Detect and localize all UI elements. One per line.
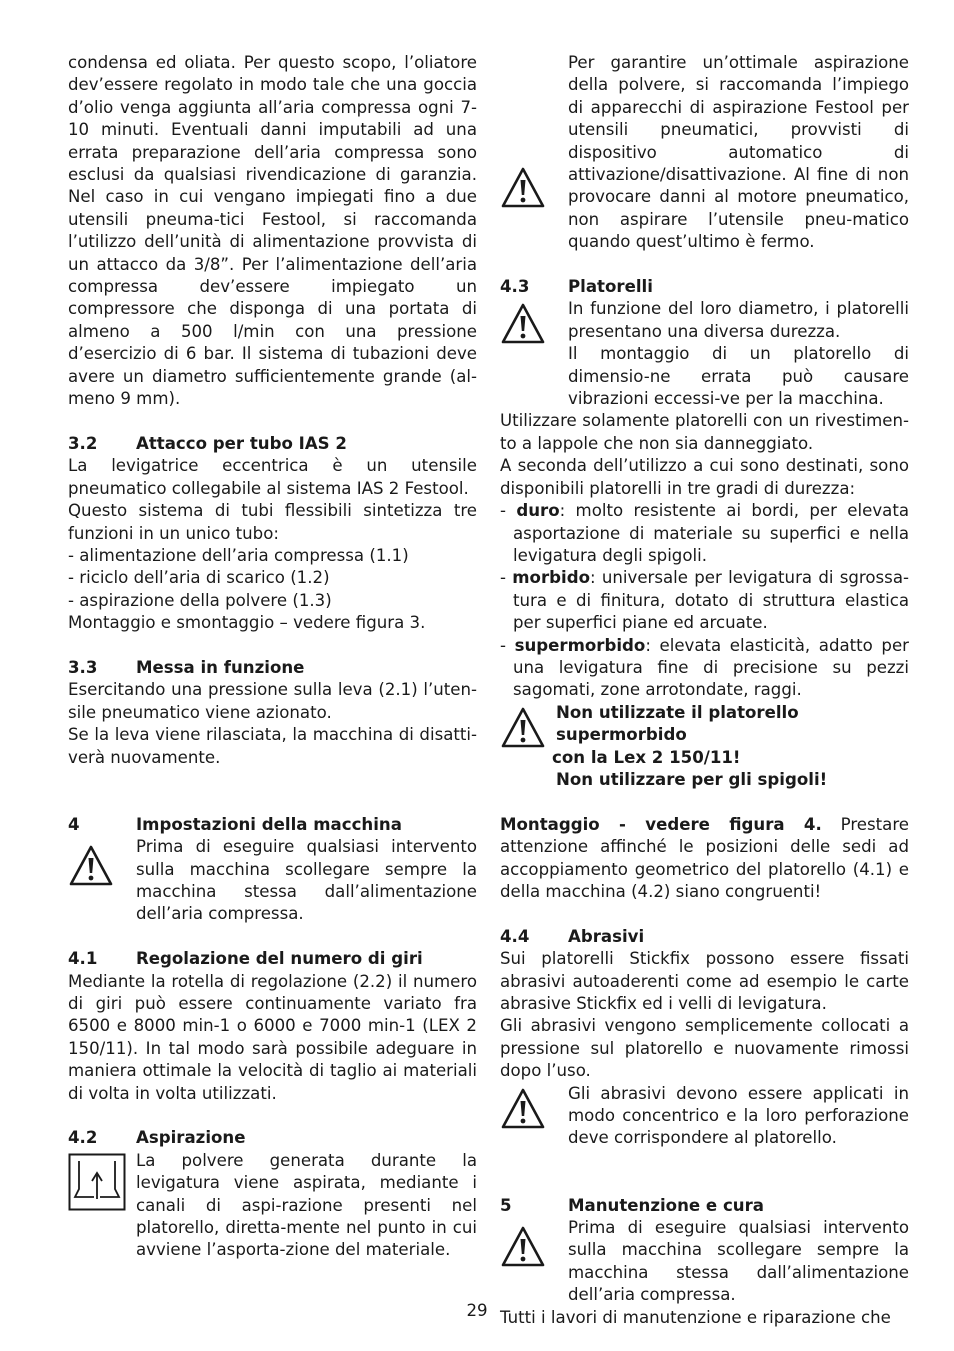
section-4-4-paragraph: Sui platorelli Stickfix possono essere fissati abrasivi autoaderenti come ad esempio le carte abrasive Stickfix ed i velli di levigatura.: [500, 949, 909, 1014]
section-3-3-line: Se la leva viene rilasciata, la macchina di disatti-verà nuovamente.: [68, 725, 477, 767]
section-4-1-text: Mediante la rotella di regolazione (2.2) il numero di giri può essere continuamente variato fra 6500 e 8000 min-1 o 6000 e 7000 min-1 (LEX 2 150/11). In tal modo sarà possibile adeguare in maniera ottimale la velocità di taglio ai materiali di volta in volta utilizzati.: [68, 971, 477, 1103]
list-item: - morbido: universale per levigatura di sgrossa-tura e di finitura, dotato di struttura elastica per superfici piane ed arcuate.: [500, 568, 909, 633]
list-item: - supermorbido: elevata elasticità, adatto per una levigatura fine di precisione su pezzi sagomati, zone arrotondate, raggi.: [500, 635, 909, 700]
section-3-3-heading: 3.3 Messa in funzione: [68, 657, 305, 677]
section-3-2-line: La levigatrice eccentrica è un utensile pneumatico collegabile al sistema IAS 2 Festool.: [68, 456, 477, 498]
hardness-list: [500, 500, 909, 702]
list-item: - duro: molto resistente ai bordi, per elevata asportazione di materiale su superfici e nella levigatura degli spigoli.: [500, 501, 909, 565]
section-3-2-heading: 3.2 Attacco per tubo IAS 2: [68, 433, 347, 453]
section-3-2-line: - aspirazione della polvere (1.3): [68, 590, 332, 610]
dust-extraction-icon: [68, 1153, 126, 1211]
warning-triangle-icon: [68, 844, 114, 888]
warning-triangle-icon: [500, 302, 546, 346]
section-4-4-heading: 4.4 Abrasivi: [500, 926, 645, 946]
bold-warning-line: con la Lex 2 150/11!: [552, 747, 741, 767]
section-3-2-line: Questo sistema di tubi flessibili sintetizza tre funzioni in un unico tubo:: [68, 501, 477, 543]
intro-paragraph: condensa ed oliata. Per questo scopo, l’oliatore dev’essere regolato in modo tale che una goccia d’olio venga aggiunta all’aria compressa ogni 7-10 minuti. Eventuali danni imputabili ad una errata preparazione dell’aria compressa sono esclusi da qualsiasi rivendicazione di garanzia. Nel caso in cui vengano impiegati fino a due utensili pneuma-tici Festool, si raccomanda l’utilizzo dell’unità di alimentazione provvista di un attacco da 3/8”. Per l’alimentazione dell’aria compressa dev’essere impiegato un compressore che disponga di una portata di almeno a 500 l/min con una pressione d’esercizio di 6 bar. Il sistema di tubazioni deve avere un diametro sufficientemente grande (al-meno 9 mm).: [68, 53, 477, 409]
bold-warning-line: Non utilizzate il platorello supermorbido: [556, 702, 799, 745]
left-column: [68, 52, 477, 1262]
section-4-3-warning-line: Il montaggio di un platorello di dimensio-ne errata può causare vibrazioni eccessi-ve per la macchina.: [568, 344, 909, 409]
section-4-3-paragraph: Utilizzare solamente platorelli con un rivestimen-to a lappole che non sia danneggiato.: [500, 411, 909, 453]
section-4-text: Prima di eseguire qualsiasi intervento sulla macchina scollegare sempre la macchina stessa dall’alimentazione dell’aria compressa.: [136, 837, 477, 924]
section-5-warning: [500, 1217, 909, 1307]
section-4-warning: [68, 836, 477, 926]
warning-triangle-icon: [500, 1225, 546, 1269]
section-4-4-paragraph: Gli abrasivi vengono semplicemente collocati a pressione sul platorello e nuovamente rimossi dopo l’uso.: [500, 1016, 909, 1081]
section-3-3-line: Esercitando una pressione sulla leva (2.1) l’uten-sile pneumatico viene azionato.: [68, 680, 477, 722]
section-3-2-line: - riciclo dell’aria di scarico (1.2): [68, 568, 330, 588]
section-4-3-warning-line: In funzione del loro diametro, i platorelli presentano una diversa durezza.: [568, 299, 909, 341]
warning-triangle-icon: [500, 1087, 546, 1131]
section-4-3-warning: [500, 298, 909, 410]
section-4-2-body: [68, 1150, 477, 1262]
section-3-2-line: Montaggio e smontaggio – vedere figura 3.: [68, 613, 426, 633]
extraction-warning: [500, 52, 909, 254]
section-5-tail: Tutti i lavori di manutenzione e riparazione che: [500, 1307, 891, 1327]
right-column: [500, 52, 909, 1329]
section-3-2-line: - alimentazione dell’aria compressa (1.1): [68, 545, 409, 565]
section-4-heading: 4 Impostazioni della macchina: [68, 814, 402, 834]
mounting-paragraph: Montaggio - vedere figura 4. Prestare attenzione affinché le posizioni delle sedi ad accoppiamento geometrico del platorello (4.1) e della macchina (4.2) siano congruenti!: [500, 814, 909, 901]
section-4-4-warning: [500, 1083, 909, 1150]
warning-triangle-icon: [500, 166, 546, 210]
supermorbido-warning: [500, 702, 909, 792]
section-4-3-heading: 4.3 Platorelli: [500, 277, 653, 297]
warning-triangle-icon: [500, 706, 546, 750]
section-4-2-heading: 4.2 Aspirazione: [68, 1128, 246, 1148]
extraction-text: Per garantire un’ottimale aspirazione della polvere, si raccomanda l’impiego di apparecchi di aspirazione Festool per utensili pneumatici, provvisti di dispositivo automatico di attivazione/disattivazione. Al fine di non provocare danni al motore pneumatico, non aspirare l’utensile pneu-matico quando quest’ultimo è fermo.: [568, 53, 909, 252]
section-4-2-text: La polvere generata durante la levigatura viene aspirata, mediante i canali di aspi-razione presenti nel platorello, diretta-mente nel punto in cui avviene l’asporta-zione del materiale.: [136, 1150, 477, 1260]
page-number: 29: [466, 1301, 488, 1320]
section-4-3-paragraph: A seconda dell’utilizzo a cui sono destinati, sono disponibili platorelli in tre gradi di durezza:: [500, 456, 909, 498]
section-4-1-heading: 4.1 Regolazione del numero di giri: [68, 949, 423, 969]
section-4-4-warning-text: Gli abrasivi devono essere applicati in modo concentrico e la loro perforazione deve corrispondere al platorello.: [568, 1083, 909, 1148]
section-5-warning-text: Prima di eseguire qualsiasi intervento sulla macchina scollegare sempre la macchina stessa dall’alimentazione dell’aria compressa.: [568, 1218, 909, 1305]
section-5-heading: 5 Manutenzione e cura: [500, 1195, 764, 1215]
bold-warning-line: Non utilizzare per gli spigoli!: [556, 769, 828, 789]
